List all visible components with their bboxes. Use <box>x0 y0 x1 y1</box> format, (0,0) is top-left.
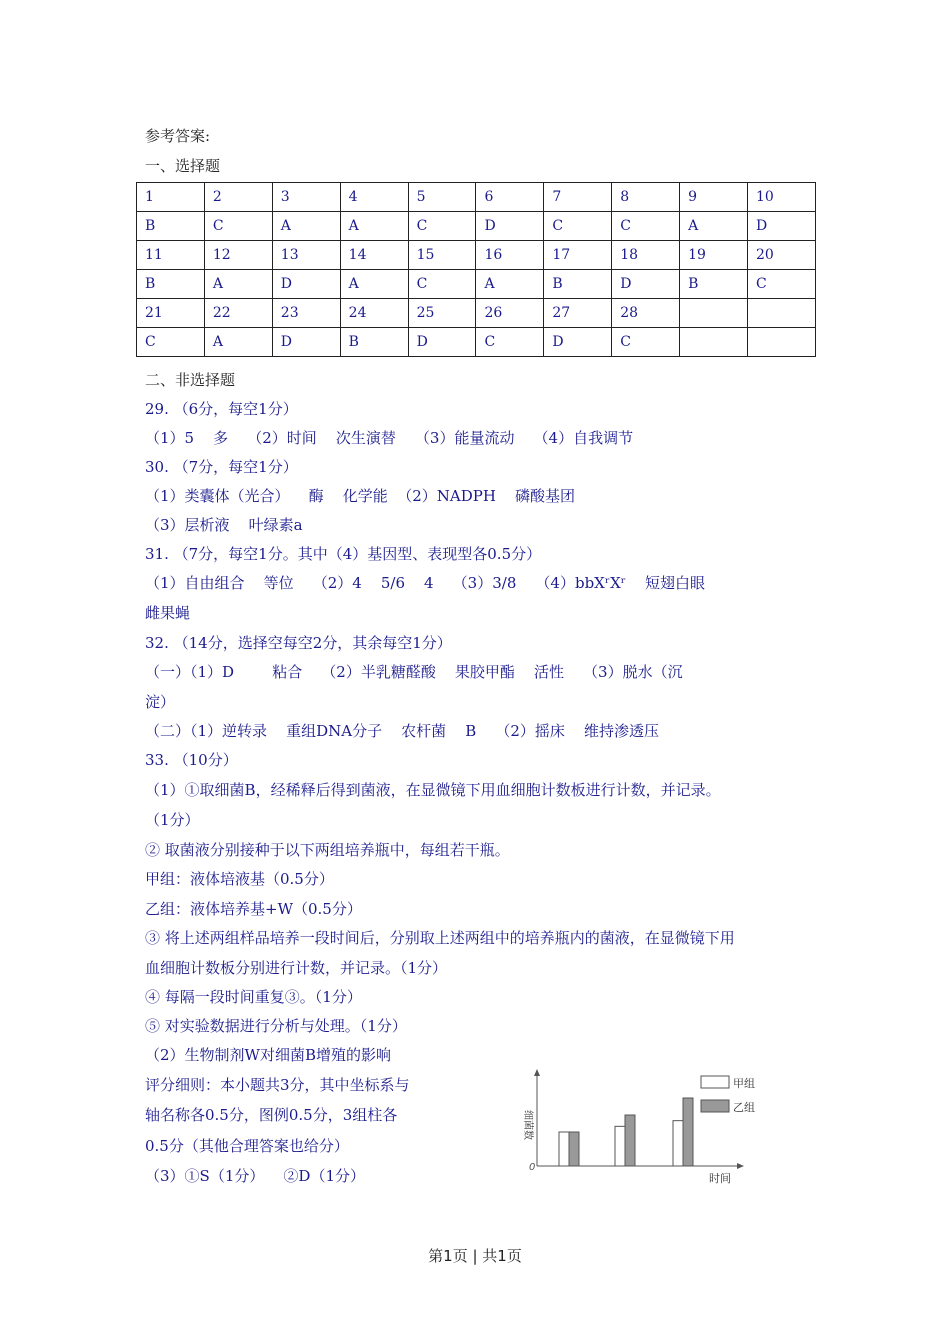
answer-line: （1）5 多 （2）时间 次生演替 （3）能量流动 （4）自我调节 <box>145 429 634 447</box>
table-cell: 3 <box>272 183 340 212</box>
table-cell: C <box>204 212 272 241</box>
table-cell: C <box>748 270 816 299</box>
table-row <box>137 299 816 328</box>
answer-line: 31. （7分，每空1分。其中（4）基因型、表现型各0.5分） <box>145 545 542 563</box>
bar-jia-1 <box>559 1132 569 1166</box>
bar-yi-3 <box>683 1098 693 1166</box>
table-cell: C <box>137 328 205 357</box>
answer-line: 甲组：液体培液基（0.5分） <box>145 870 334 888</box>
origin-label: 0 <box>529 1162 536 1173</box>
table-cell: 27 <box>544 299 612 328</box>
table-cell: 9 <box>680 183 748 212</box>
table-cell: 8 <box>612 183 680 212</box>
table-cell: D <box>408 328 476 357</box>
table-cell: 10 <box>748 183 816 212</box>
table-cell: A <box>680 212 748 241</box>
table-cell: B <box>544 270 612 299</box>
answer-line: （1）类囊体（光合） 酶 化学能 （2）NADPH 磷酸基团 <box>145 487 575 505</box>
x-axis-label: 时间 <box>709 1172 731 1185</box>
table-cell: D <box>272 270 340 299</box>
bar-yi-2 <box>625 1115 635 1166</box>
answer-line: 29. （6分，每空1分） <box>145 400 298 418</box>
table-cell: A <box>340 270 408 299</box>
table-cell: 1 <box>137 183 205 212</box>
legend-swatch <box>701 1076 729 1088</box>
table-cell: A <box>340 212 408 241</box>
table-cell: C <box>476 328 544 357</box>
table-cell: 19 <box>680 241 748 270</box>
answer-line: （3）①S（1分） ②D（1分） <box>145 1167 366 1185</box>
answer-line: 雌果蝇 <box>145 604 191 622</box>
table-cell: C <box>612 328 680 357</box>
answer-line: 30. （7分，每空1分） <box>145 458 298 476</box>
table-cell: B <box>340 328 408 357</box>
table-cell: 5 <box>408 183 476 212</box>
table-cell: 7 <box>544 183 612 212</box>
legend-label: 乙组 <box>733 1101 755 1114</box>
table-cell: 28 <box>612 299 680 328</box>
section-title-choice: 一、选择题 <box>145 157 221 175</box>
table-cell: 6 <box>476 183 544 212</box>
bar-chart <box>515 1070 755 1185</box>
table-cell: 4 <box>340 183 408 212</box>
answer-line: ③ 将上述两组样品培养一段时间后，分别取上述两组中的培养瓶内的菌液，在显微镜下用 <box>145 929 735 947</box>
answer-line: （一）（1）D 粘合 （2）半乳糖醛酸 果胶甲酯 活性 （3）脱水（沉 <box>145 663 683 681</box>
table-row <box>137 328 816 357</box>
answer-table <box>136 182 816 357</box>
table-cell: 22 <box>204 299 272 328</box>
table-cell: A <box>204 270 272 299</box>
bar-yi-1 <box>569 1132 579 1166</box>
table-cell: 18 <box>612 241 680 270</box>
table-cell: D <box>272 328 340 357</box>
table-cell: 23 <box>272 299 340 328</box>
table-cell: 14 <box>340 241 408 270</box>
legend-swatch <box>701 1100 729 1112</box>
answer-line: ② 取菌液分别接种于以下两组培养瓶中，每组若干瓶。 <box>145 841 510 859</box>
answer-line: （1分） <box>145 811 200 829</box>
table-cell: 24 <box>340 299 408 328</box>
answer-line: ⑤ 对实验数据进行分析与处理。（1分） <box>145 1017 407 1035</box>
answer-line: 评分细则：本小题共3分，其中坐标系与 <box>145 1076 410 1094</box>
table-cell: 21 <box>137 299 205 328</box>
table-cell <box>748 328 816 357</box>
page-footer: 第1页 | 共1页 <box>428 1247 522 1265</box>
table-cell: C <box>544 212 612 241</box>
table-cell: 12 <box>204 241 272 270</box>
x-axis-arrow <box>737 1163 744 1169</box>
answer-line: （1）自由组合 等位 （2）4 5/6 4 （3）3/8 （4）bbXʳXʳ 短翅白眼 <box>145 574 706 592</box>
table-cell: 11 <box>137 241 205 270</box>
y-axis-label: 细菌数 <box>522 1110 533 1140</box>
table-cell: A <box>204 328 272 357</box>
table-row <box>137 183 816 212</box>
table-row <box>137 212 816 241</box>
bar-jia-2 <box>615 1126 625 1166</box>
answer-line: 淀） <box>145 693 176 711</box>
table-row <box>137 241 816 270</box>
table-cell <box>680 299 748 328</box>
table-cell: 20 <box>748 241 816 270</box>
answer-line: 32. （14分，选择空每空2分，其余每空1分） <box>145 634 452 652</box>
answer-line: 乙组：液体培养基+W（0.5分） <box>145 900 362 918</box>
table-cell: 15 <box>408 241 476 270</box>
table-cell: 25 <box>408 299 476 328</box>
table-cell: A <box>476 270 544 299</box>
answer-line: （2）生物制剂W对细菌B增殖的影响 <box>145 1046 391 1064</box>
table-cell <box>680 328 748 357</box>
table-cell: D <box>612 270 680 299</box>
table-cell: 26 <box>476 299 544 328</box>
table-cell: B <box>137 270 205 299</box>
answer-line: 二、非选择题 <box>145 371 236 389</box>
table-cell: 13 <box>272 241 340 270</box>
legend-label: 甲组 <box>733 1077 755 1090</box>
bar-jia-3 <box>673 1121 683 1166</box>
table-cell: D <box>544 328 612 357</box>
header-title: 参考答案: <box>145 127 211 145</box>
table-cell: B <box>137 212 205 241</box>
table-cell: C <box>408 270 476 299</box>
y-axis-arrow <box>534 1069 540 1076</box>
table-cell: B <box>680 270 748 299</box>
answer-line: （1）①取细菌B，经稀释后得到菌液，在显微镜下用血细胞计数板进行计数，并记录。 <box>145 781 721 799</box>
answer-line: ④ 每隔一段时间重复③。（1分） <box>145 988 362 1006</box>
table-cell: C <box>408 212 476 241</box>
table-row <box>137 270 816 299</box>
answer-line: 轴名称各0.5分，图例0.5分，3组柱各 <box>145 1106 398 1124</box>
table-cell: 2 <box>204 183 272 212</box>
table-cell: C <box>612 212 680 241</box>
table-cell: 16 <box>476 241 544 270</box>
answer-line: （3）层析液 叶绿素a <box>145 516 303 534</box>
answer-line: 0.5分（其他合理答案也给分） <box>145 1137 349 1155</box>
table-cell: 17 <box>544 241 612 270</box>
table-cell <box>748 299 816 328</box>
table-cell: D <box>476 212 544 241</box>
answer-line: 33. （10分） <box>145 751 238 769</box>
table-cell: A <box>272 212 340 241</box>
table-cell: D <box>748 212 816 241</box>
answer-line: 血细胞计数板分别进行计数，并记录。（1分） <box>145 959 448 977</box>
answer-line: （二）（1）逆转录 重组DNA分子 农杆菌 B （2）摇床 维持渗透压 <box>145 722 659 740</box>
